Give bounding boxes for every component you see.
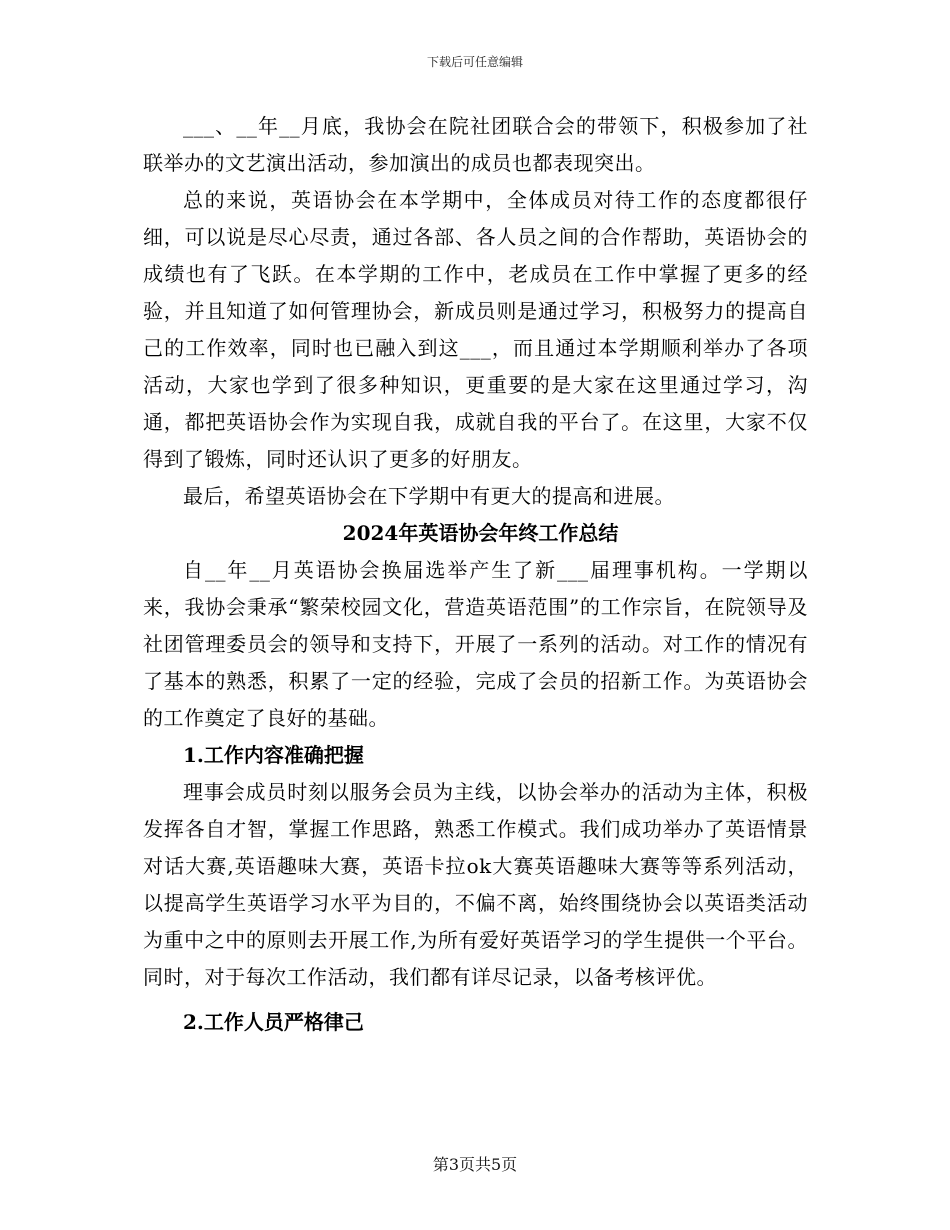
page-header: 下载后可任意编辑 (426, 55, 523, 69)
page-number: 第3页共5页 (432, 1155, 518, 1174)
paragraph-closing: 最后，希望英语协会在下学期中有更大的提高和进展。 (183, 484, 675, 508)
document-body (143, 108, 808, 1041)
paragraph-performance: ___、__年__月底，我协会在院社团联合会的带领下，积极参加了社联举办的文艺演出活动，参加演出的成员也都表现突出。 (143, 114, 808, 175)
heading-work-content: 1.工作内容准确把握 (183, 743, 364, 767)
paragraph-work-content: 理事会成员时刻以服务会员为主线，以协会举办的活动为主体，积极发挥各自才智，掌握工作思路，熟悉工作模式。我们成功举办了英语情景对话大赛,英语趣味大赛，英语卡拉ok大赛英语趣味大赛等等系列活动，以提高学生英语学习水平为目的，不偏不离，始终围绕协会以英语类活动为重中之中的原则去开展工作,为所有爱好英语学习的学生提供一个平台。同时，对于每次工作活动，我们都有详尽记录，以备考核评优。 (143, 780, 808, 989)
paragraph-intro: 自__年__月英语协会换届选举产生了新___届理事机构。一学期以来，我协会秉承“繁荣校园文化，营造英语范围”的工作宗旨，在院领导及社团管理委员会的领导和支持下，开展了一系列的活动。对工作的情况有了基本的熟悉，积累了一定的经验，完成了会员的招新工作。为英语协会的工作奠定了良好的基础。 (143, 558, 808, 730)
heading-staff-discipline: 2.工作人员严格律己 (183, 1010, 364, 1034)
paragraph-summary: 总的来说，英语协会在本学期中，全体成员对待工作的态度都很仔细，可以说是尽心尽责，通过各部、各人员之间的合作帮助，英语协会的成绩也有了飞跃。在本学期的工作中，老成员在工作中掌握了更多的经验，并且知道了如何管理协会，新成员则是通过学习，积极努力的提高自己的工作效率，同时也已融入到这___，而且通过本学期顺利举办了各项活动，大家也学到了很多种知识，更重要的是大家在这里通过学习，沟通，都把英语协会作为实现自我，成就自我的平台了。在这里，大家不仅得到了锻炼，同时还认识了更多的好朋友。 (143, 188, 808, 471)
section-title: 2024年英语协会年终工作总结 (342, 521, 619, 545)
